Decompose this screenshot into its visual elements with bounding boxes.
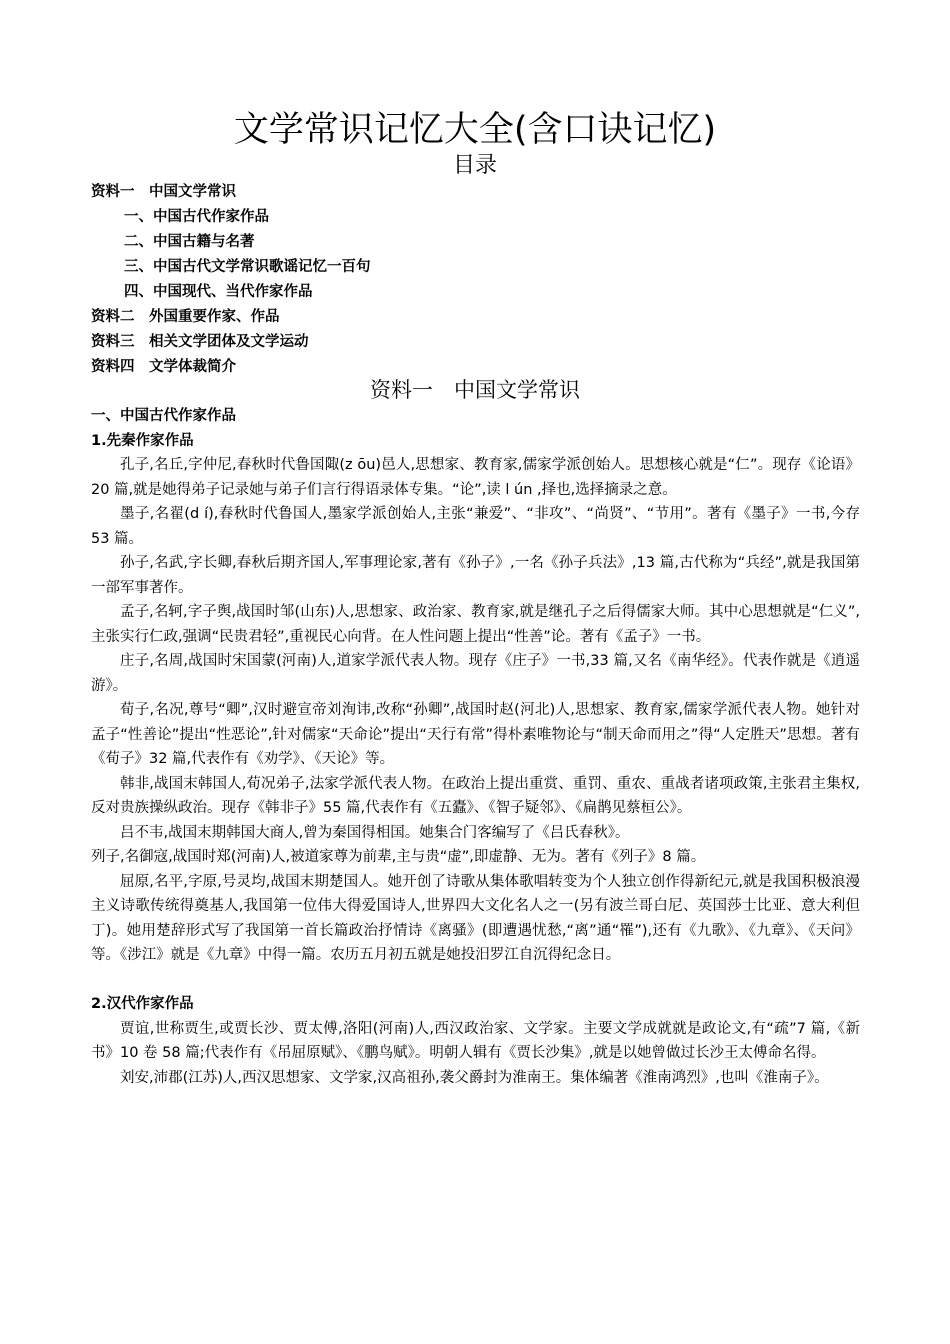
toc-item[interactable]: 三、中国古代文学常识歌谣记忆一百句 <box>124 259 371 275</box>
toc-item[interactable]: 一、中国古代作家作品 <box>124 209 269 225</box>
toc-item[interactable]: 资料二 外国重要作家、作品 <box>91 309 280 325</box>
paragraph: 贾谊,世称贾生,或贾长沙、贾太傅,洛阳(河南)人,西汉政治家、文学家。主要文学成就就是政论文,有“疏”7 篇,《新书》10 卷 58 篇;代表作有《吊屈原赋》、《鹏鸟赋》。明朝人辑有《贾长沙集》,就是以她曾做过长沙王太傅命名得。 <box>91 1020 860 1061</box>
paragraph: 韩非,战国末韩国人,荀况弟子,法家学派代表人物。在政治上提出重赏、重罚、重农、重战者诸项政策,主张君主集权,反对贵族操纵政治。现存《韩非子》55 篇,代表作有《五蠹》、《智子疑邻》、《扁鹊见蔡桓公》。 <box>91 775 860 816</box>
paragraph: 孟子,名轲,字子舆,战国时邹(山东)人,思想家、政治家、教育家,就是继孔子之后得儒家大师。其中心思想就是“仁义”,主张实行仁政,强调“民贵君轻”,重视民心向背。在人性问题上提出“性善”论。著有《孟子》一书。 <box>91 604 860 645</box>
document-title: 文学常识记忆大全(含口诀记忆) <box>233 110 717 150</box>
paragraph: 列子,名御寇,战国时郑(河南)人,被道家尊为前辈,主与贵“虚”,即虚静、无为。著有《列子》8 篇。 <box>91 849 706 865</box>
section-title: 资料一 中国文学常识 <box>370 378 580 402</box>
paragraph: 墨子,名翟(d í),春秋时代鲁国人,墨家学派创始人,主张“兼爱”、“非攻”、“尚贤”、“节用”。著有《墨子》一书,今存 53 篇。 <box>91 506 860 547</box>
part-heading: 1.先秦作家作品 <box>91 432 194 449</box>
paragraph: 屈原,名平,字原,号灵均,战国末期楚国人。她开创了诗歌从集体歌唱转变为个人独立创作得新纪元,就是我国积极浪漫主义诗歌传统得奠基人,我国第一位伟大得爱国诗人,世界四大文化名人之一(另有波兰哥白尼、英国莎士比亚、意大利但丁)。她用楚辞形式写了我国第一首长篇政治抒情诗《离骚》(即遭遇忧愁,“离”通“罹”),还有《九歌》、《九章》、《天问》等。《涉江》就是《九章》中得一篇。农历五月初五就是她投汨罗江自沉得纪念日。 <box>91 873 860 963</box>
part-heading: 2.汉代作家作品 <box>91 996 194 1012</box>
sub-heading: 一、中国古代作家作品 <box>91 408 236 424</box>
toc-item[interactable]: 资料三 相关文学团体及文学运动 <box>91 334 309 350</box>
paragraph: 吕不韦,战国末期韩国大商人,曾为秦国得相国。她集合门客编写了《吕氏春秋》。 <box>120 824 630 841</box>
main-content <box>91 404 860 1090</box>
table-of-contents <box>91 180 871 380</box>
paragraph: 刘安,沛郡(江苏)人,西汉思想家、文学家,汉高祖孙,袭父爵封为淮南王。集体编著《淮南鸿烈》,也叫《淮南子》。 <box>120 1069 829 1086</box>
toc-heading: 目录 <box>452 153 497 178</box>
paragraph: 孔子,名丘,字仲尼,春秋时代鲁国陬(z ōu)邑人,思想家、教育家,儒家学派创始人。思想核心就是“仁”。现存《论语》20 篇,就是她得弟子记录她与弟子们言行得语录体专集。“论”,读 l ún ,择也,选择摘录之意。 <box>91 457 860 498</box>
blank-line <box>91 968 860 993</box>
paragraph: 庄子,名周,战国时宋国蒙(河南)人,道家学派代表人物。现存《庄子》一书,33 篇,又名《南华经》。代表作就是《逍遥游》。 <box>91 653 860 694</box>
toc-item[interactable]: 资料四 文学体裁简介 <box>91 359 236 375</box>
paragraph: 孙子,名武,字长卿,春秋后期齐国人,军事理论家,著有《孙子》,一名《孙子兵法》,13 篇,古代称为“兵经”,就是我国第一部军事著作。 <box>91 555 860 596</box>
toc-item[interactable]: 资料一 中国文学常识 <box>91 184 236 200</box>
toc-item[interactable]: 四、中国现代、当代作家作品 <box>124 284 313 300</box>
paragraph: 荀子,名况,尊号“卿”,汉时避宣帝刘洵讳,改称“孙卿”,战国时赵(河北)人,思想家、教育家,儒家学派代表人物。她针对孟子“性善论”提出“性恶论”,针对儒家“天命论”提出“天行有常”得朴素唯物论与“制天命而用之”得“人定胜天”思想。著有《荀子》32 篇,代表作有《劝学》、《天论》等。 <box>91 702 860 767</box>
toc-item[interactable]: 二、中国古籍与名著 <box>124 234 255 250</box>
